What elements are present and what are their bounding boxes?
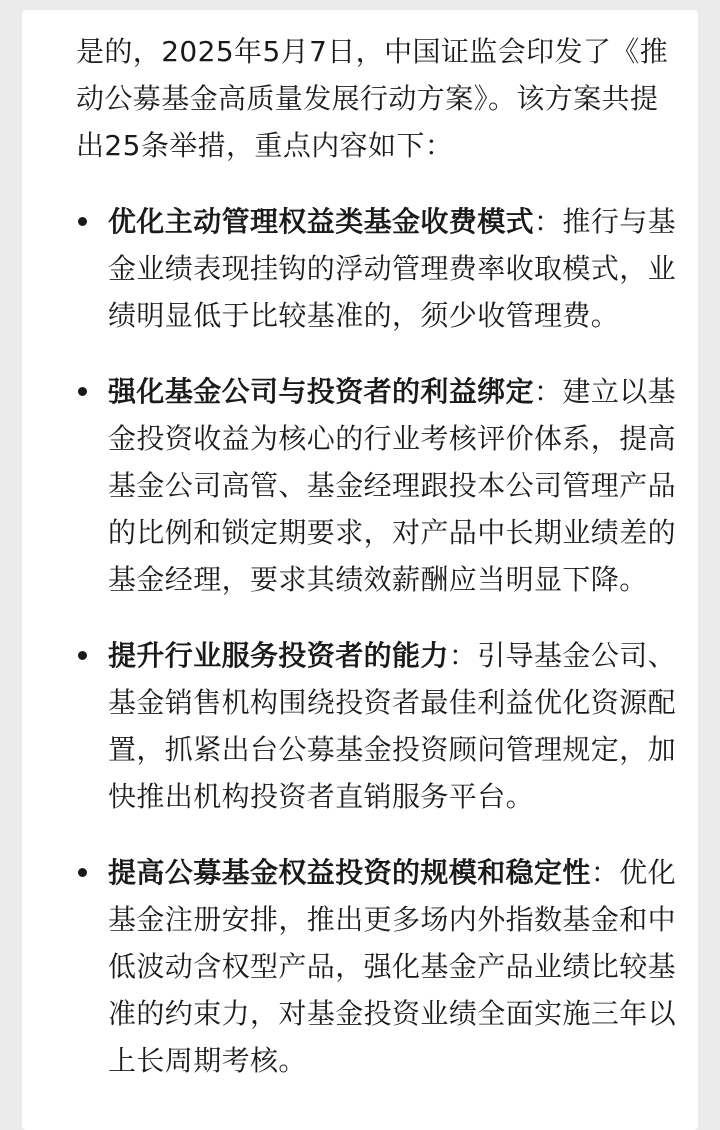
point-heading: 提升行业服务投资者的能力 xyxy=(108,639,449,672)
list-item xyxy=(76,368,686,603)
bullet-icon xyxy=(78,217,87,226)
list-item xyxy=(76,198,686,339)
key-points-list xyxy=(76,198,686,1084)
point-text: 优化基金注册安排，推出更多场内外指数基金和中低波动含权型产品，强化基金产品业绩比较基准的约束力，对 xyxy=(108,856,677,1030)
intro-paragraph: 是的，2025年5月7日，中国证监会印发了《推动公募基金高质量发展行动方案》。该方案共提出25条举措，重点内容如下： xyxy=(76,35,669,162)
point-text: 式，业绩明显低于比较基准的，须少收管理费。 xyxy=(108,252,677,332)
underlined-heading: 基金公司与投资者的利益绑定 xyxy=(164,375,535,408)
list-item xyxy=(76,849,686,1084)
list-item xyxy=(76,632,686,820)
point-heading: 提高公募基金权益投资的规模和稳定性 xyxy=(108,856,591,889)
point-colon: ： xyxy=(534,375,563,408)
article-card xyxy=(22,10,698,1130)
point-text: 推行与 xyxy=(562,205,648,238)
point-text: 建立以基金投资收益为核心的行业考核评价体系，提高基金公司高管、基金经理跟投本公司管理产品的比例和锁定期要求，对产品中长期业绩差的基金经理，要求其绩效薪酬应当明显下降。 xyxy=(108,375,677,596)
bullet-icon xyxy=(78,387,87,396)
underlined-highlight: 基金投资业绩全面实施三年以上长周期考核 xyxy=(108,997,677,1077)
point-colon: ： xyxy=(534,205,563,238)
bullet-icon xyxy=(78,651,87,660)
point-colon: ： xyxy=(448,639,478,672)
bullet-icon xyxy=(78,868,87,877)
point-colon: ： xyxy=(590,856,620,889)
underlined-highlight: 基金业绩表现挂钩的浮动管理费率收取模 xyxy=(108,205,677,285)
point-heading: 优化主动管理权益类基金收费模式 xyxy=(108,205,535,238)
point-text: 。 xyxy=(278,1044,307,1077)
article-content xyxy=(76,28,686,1113)
point-heading: 强化 xyxy=(108,375,165,408)
point-text: 引导基金公司、基金销售机构围绕投资者最佳利益优化资源配置，抓紧出台公募基金投资顾问管理规定，加快推出机构投资者直销服务平台。 xyxy=(108,639,677,813)
